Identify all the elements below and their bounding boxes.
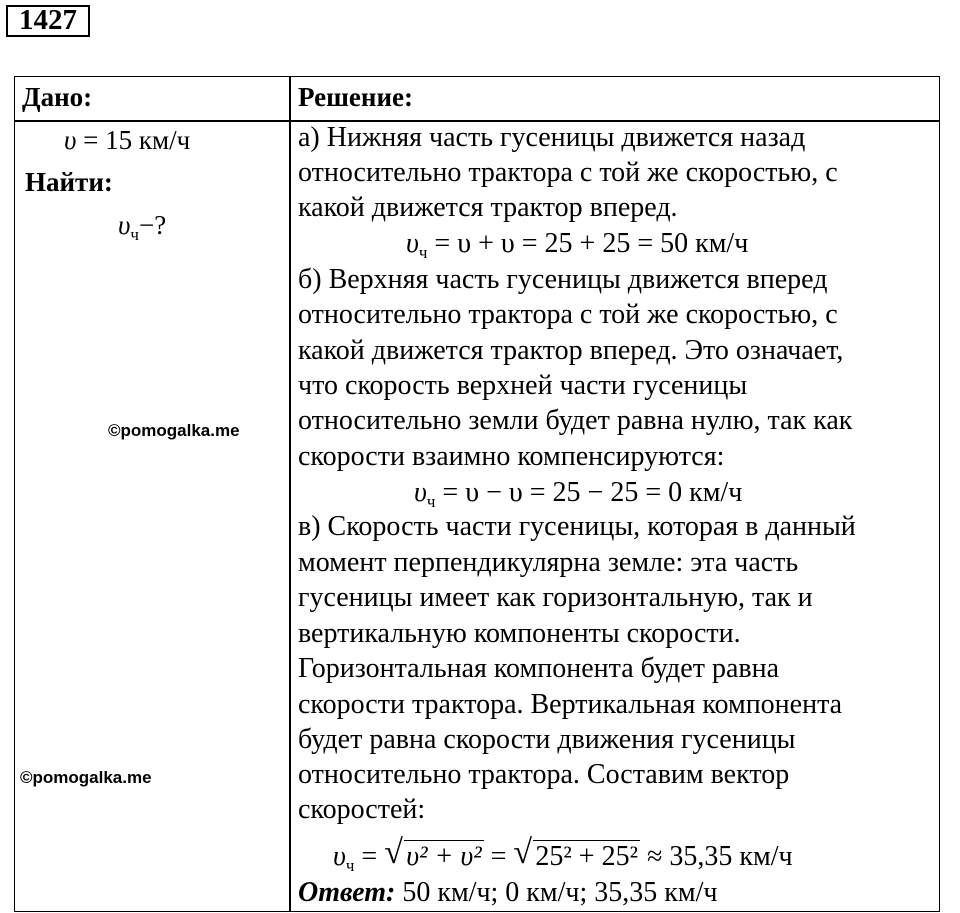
formula-c: $\upsilon_ч$ = √ υ² + υ² = √ 25² + 25² ≈ 35,35 км/ч — [333, 841, 793, 882]
solution-line: гусеницы имеет как горизонтальную, так и — [298, 582, 813, 613]
find-header: Найти: — [25, 167, 113, 197]
given-header: Дано: — [22, 82, 93, 112]
solution-line: скоростей: — [298, 794, 426, 825]
solution-line: относительно земли будет равна нулю, так как — [298, 405, 853, 436]
answer: Ответ: 50 км/ч; 0 км/ч; 35,35 км/ч — [298, 877, 718, 908]
formula-a: $\upsilon_ч = \upsilon + \upsilon = 25 + 25 = 50$ км/ч — [406, 228, 749, 262]
solution-line: будет равна скорости движения гусеницы — [298, 724, 796, 755]
watermark-1: ©pomogalka.me — [108, 421, 240, 440]
solution-line: б) Верхняя часть гусеницы движется вперед — [298, 264, 828, 295]
given-header-divider — [14, 120, 290, 122]
solution-line: что скорость верхней части гусеницы — [298, 370, 748, 401]
problem-number: 1427 — [6, 5, 90, 37]
solution-header: Решение: — [298, 82, 413, 112]
solution-line: скорости взаимно компенсируются: — [298, 441, 725, 472]
solution-line: в) Скорость части гусеницы, которая в данный — [298, 511, 856, 542]
solution-line: момент перпендикулярна земле: эта часть — [298, 547, 799, 578]
solution-line: относительно трактора с той же скоростью, с — [298, 299, 838, 330]
find-value: $\upsilon_ч-$? — [118, 210, 167, 244]
watermark-2: ©pomogalka.me — [20, 768, 152, 787]
solution-line: какой движется трактор вперед. Это означает, — [298, 335, 844, 366]
solution-line: какой движется трактор вперед. — [298, 192, 678, 223]
formula-b: $\upsilon_ч = \upsilon - \upsilon = 25 - 25 = 0$ км/ч — [414, 477, 743, 511]
solution-line: вертикальную компоненты скорости. — [298, 618, 741, 649]
solution-line: относительно трактора с той же скоростью, с — [298, 157, 838, 188]
solution-line: относительно трактора. Составим вектор — [298, 759, 790, 790]
solution-line: Горизонтальная компонента будет равна — [298, 653, 780, 684]
solution-line: а) Нижняя часть гусеницы движется назад — [298, 122, 806, 153]
given-value: υ = 15 км/ч — [64, 125, 191, 155]
solution-line: скорости трактора. Вертикальная компонента — [298, 689, 843, 720]
column-divider — [289, 76, 291, 912]
